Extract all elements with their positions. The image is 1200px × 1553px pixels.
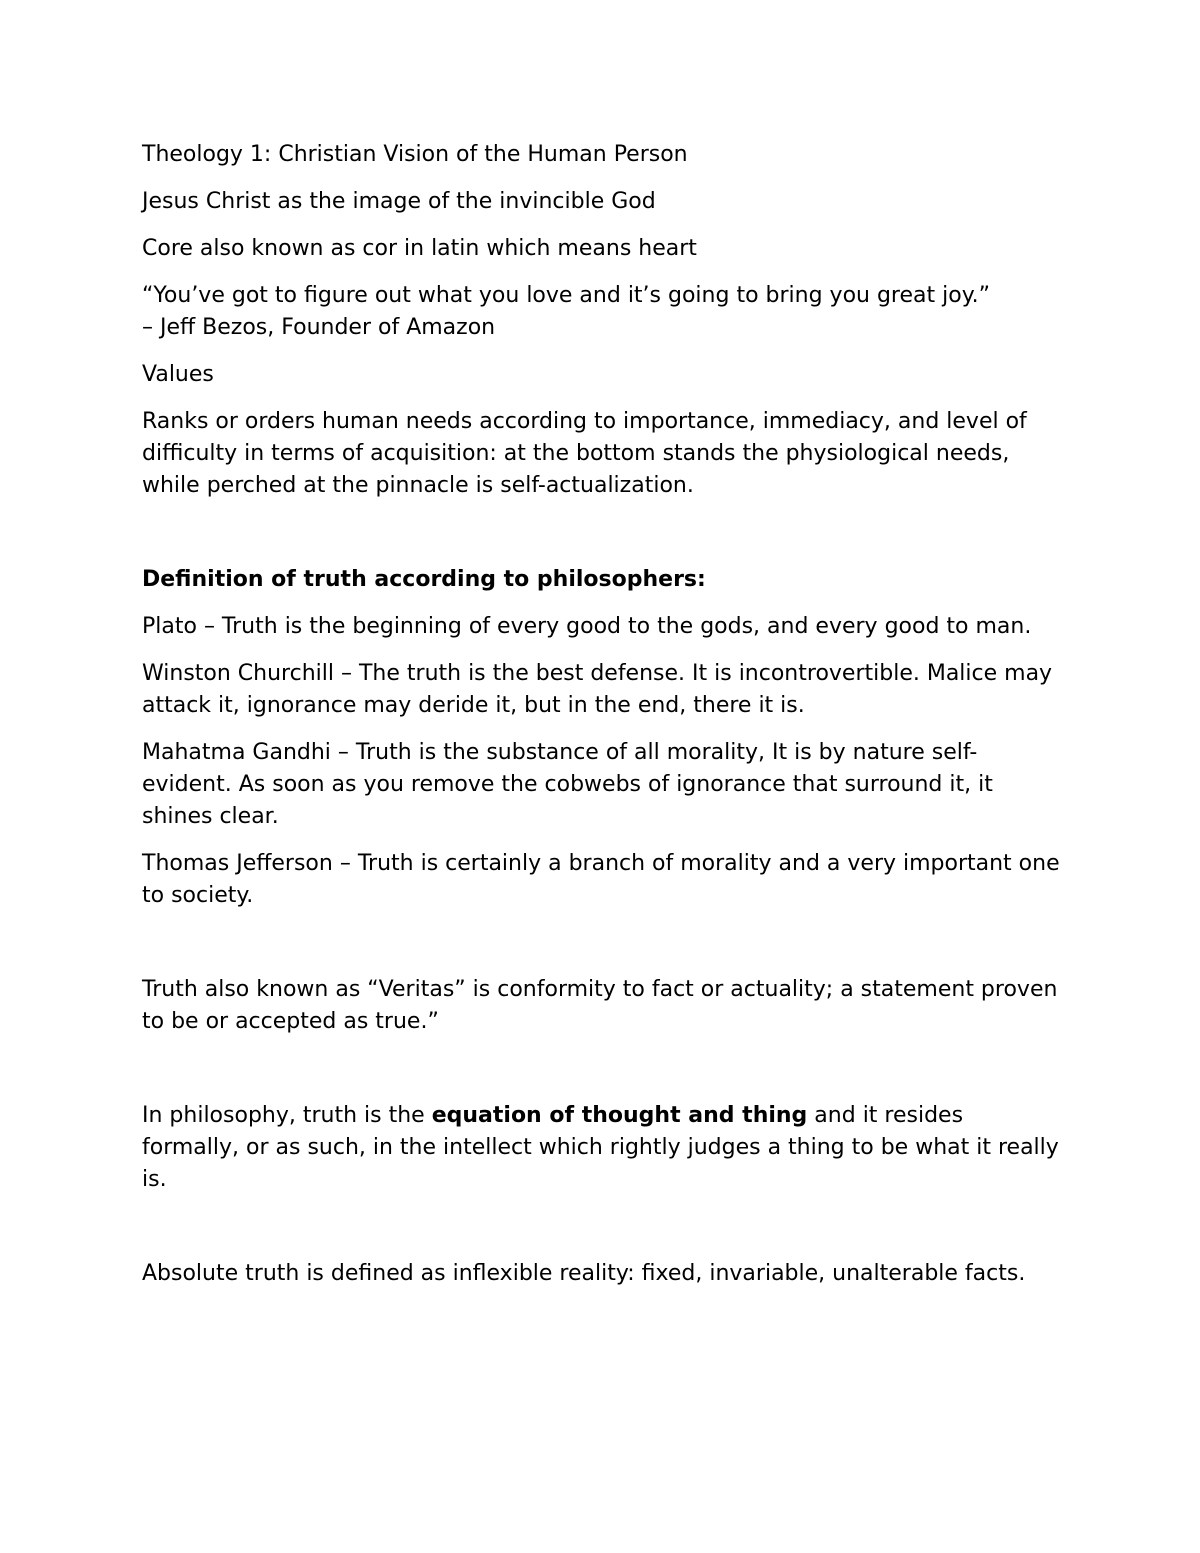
document-title: Theology 1: Christian Vision of the Human Person: [142, 142, 688, 167]
values-heading: Values: [142, 362, 214, 387]
quote-attribution: – Jeff Bezos, Founder of Amazon: [142, 315, 496, 340]
plato-definition: Plato – Truth is the beginning of every good to the gods, and every good to man.: [142, 614, 1032, 639]
core-line: Core also known as cor in latin which means heart: [142, 236, 697, 261]
blank-line: [142, 927, 1067, 959]
blank-line: [142, 1053, 1067, 1085]
philosophy-text-start: In philosophy, truth is the: [142, 1103, 432, 1128]
quote-text: “You’ve got to figure out what you love and it’s going to bring you great joy.”: [142, 283, 990, 308]
philosophy-emphasis: equation of thought and thing: [431, 1103, 808, 1128]
bezos-quote: [142, 280, 1067, 344]
churchill-definition: Winston Churchill – The truth is the best defense. It is incontrovertible. Malice may attack it, ignorance may deride it, but in the end, there it is.: [142, 661, 1053, 718]
blank-line: [142, 1211, 1067, 1243]
veritas-paragraph: Truth also known as “Veritas” is conformity to fact or actuality; a statement proven to be or accepted as true.”: [142, 977, 1058, 1034]
gandhi-definition: Mahatma Gandhi – Truth is the substance of all morality, It is by nature self-evident. As soon as you remove the cobwebs of ignorance that surround it, it shines clear.: [142, 740, 993, 829]
jesus-christ-line: Jesus Christ as the image of the invincible God: [142, 189, 656, 214]
philosophy-paragraph: [142, 1100, 1067, 1196]
values-paragraph: Ranks or orders human needs according to importance, immediacy, and level of difficulty in terms of acquisition: at the bottom stands the physiological needs, while perched at the pinnacle is self-actualization.: [142, 409, 1027, 498]
absolute-truth-paragraph: Absolute truth is defined as inflexible reality: fixed, invariable, unalterable facts.: [142, 1261, 1026, 1286]
document-body: [142, 139, 1067, 1305]
philosophy-text-end: and it resides formally, or as such, in the intellect which rightly judges a thing to be what it really is.: [142, 1103, 1059, 1192]
jefferson-definition: Thomas Jefferson – Truth is certainly a branch of morality and a very important one to society.: [142, 851, 1060, 908]
truth-definitions-heading: Definition of truth according to philosophers:: [142, 567, 706, 592]
blank-line: [142, 517, 1067, 549]
